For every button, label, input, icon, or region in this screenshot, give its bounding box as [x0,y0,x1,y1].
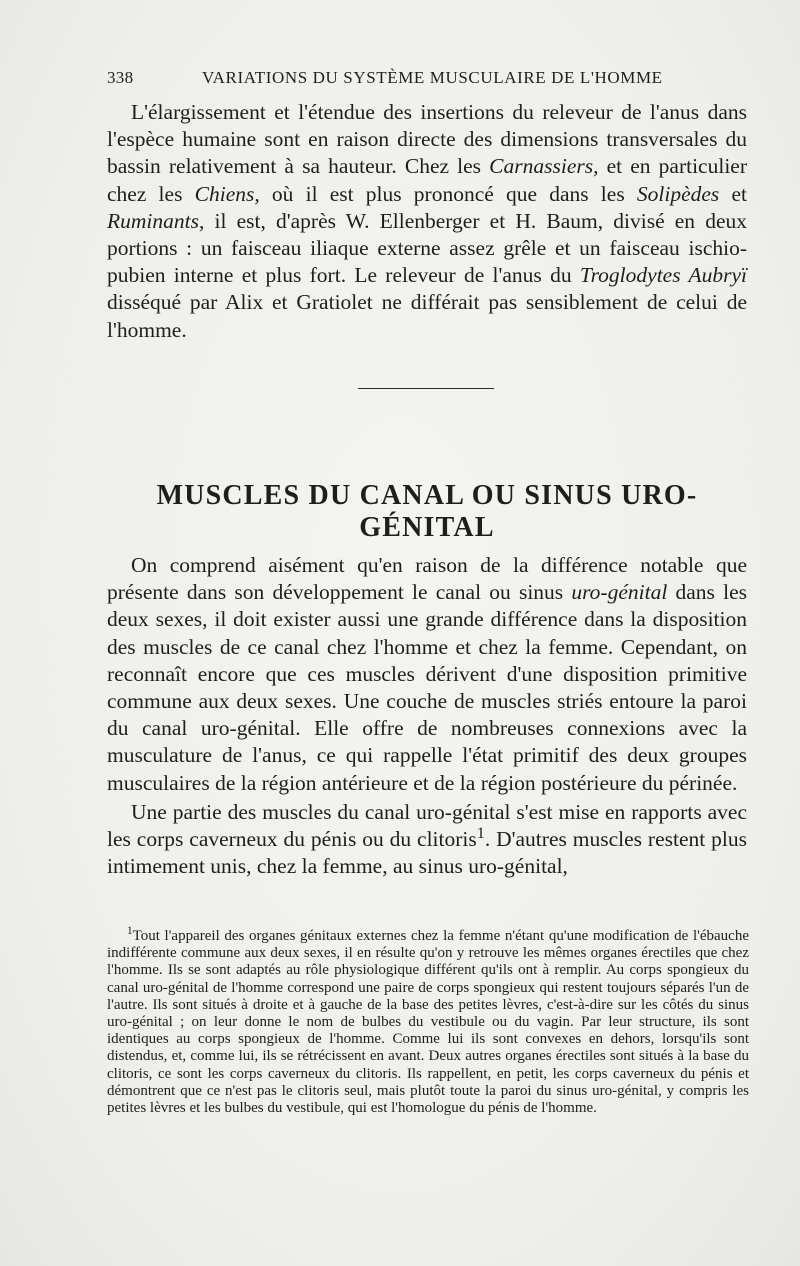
italic-term: Solipèdes [636,181,720,206]
page-number: 338 [107,68,134,87]
text-run: Une partie des muscles du canal uro-génital s'est mise en rapports avec les corps caverneux du pénis ou du clitoris [107,799,747,852]
main-text [107,552,747,880]
section-divider [358,388,494,389]
text-run: . D'autres muscles restent plus intimement unis, chez la femme, au sinus uro-génital, [107,827,747,879]
text-run: Tout l'appareil des organes génitaux externes chez la femme n'étant qu'une modification de l'ébauche indifférente commune aux deux sexes, il en résulte qu'on y retrouve les mêmes organes érectiles que chez l'homme. Ils se sont adaptés au rôle physiologique différent qu'ils ont à remplir. Au corps spongieux du canal uro-génital de l'homme correspond une paire de corps spongieux qui restent toujours séparés l'un de l'autre. Ils sont situés à droite et à gauche de la base des petites lèvres, c'est-à-dire sur les côtés du sinus uro-génital ; on leur donne le nom de bulbes du vestibule ou du vagin. Par leur structure, ils sont identiques au corps spongieux de l'homme. Comme lui ils sont convexes en dehors, lorsqu'ils sont distendus, et, comme lui, ils se rétrécissent en avant. Deux autres organes érectiles sont situés à la base du clitoris, ce sont les corps caverneux du clitoris. Ils rappellent, en petit, les corps caverneux du pénis et démontrent que ce n'est pas le clitoris seul, mais plutôt toute la paroi du sinus uro-génital, y compris les petites lèvres et les bulbes du vestibule, qui est l'homologue du pénis de l'homme. [107,928,749,1117]
top-paragraph [107,99,747,344]
text-run: il est, d'après W. Ellenberger et H. Baum, divisé en deux portions : un faisceau iliaque externe assez grêle et un faisceau ischio-pubien interne et plus fort. Le releveur de l'anus du [107,208,747,288]
paragraph-levator-ani [107,99,747,344]
footnote-marker: 1 [127,925,133,937]
paragraph-uro-genital-muscles [107,799,747,881]
text-run: où il est plus prononcé que dans les [259,181,637,206]
text-run: dans les deux sexes, il doit exister aussi une grande différence dans la disposition des muscles de ce canal chez l'homme et chez la femme. Cependant, on reconnaît encore que ces muscles dérivent d'une disposition primitive commune aux deux sexes. Une couche de muscles striés entoure la paroi du canal uro-génital. Elle offre de nombreuses connexions avec la musculature de l'anus, ce qui rappelle l'état primitif des deux groupes musculaires de la région antérieure et de la région postérieure du périnée. [107,580,747,795]
footnote-reference[interactable]: 1 [476,824,485,842]
footnote-text [107,925,749,1117]
italic-term: Chiens, [194,181,260,206]
text-run: et [719,181,747,206]
footnote [107,925,749,1117]
text-run: L'élargissement et l'étendue des insertions du releveur de l'anus dans l'espèce humaine sont en raison directe des dimensions transversales du bassin relativement à sa hauteur. Chez les [107,100,747,179]
text-run: On comprend aisément qu'en raison de la différence notable que présente dans son développement le canal ou sinus [107,553,747,605]
paragraph-uro-genital-intro [107,552,747,797]
section-title: MUSCLES DU CANAL OU SINUS URO-GÉNITAL [156,480,698,543]
text-run: et en particulier chez les [107,154,747,206]
italic-term: Ruminants, [107,208,205,233]
text-run: disséqué par Alix et Gratiolet ne différait pas sensiblement de celui de l'homme. [107,290,747,342]
italic-term: Troglodytes Aubryï [579,263,747,288]
running-head: VARIATIONS DU SYSTÈME MUSCULAIRE DE L'HOMME [202,68,663,87]
italic-term: Carnassiers, [489,154,599,179]
italic-term: uro-génital [571,580,668,605]
